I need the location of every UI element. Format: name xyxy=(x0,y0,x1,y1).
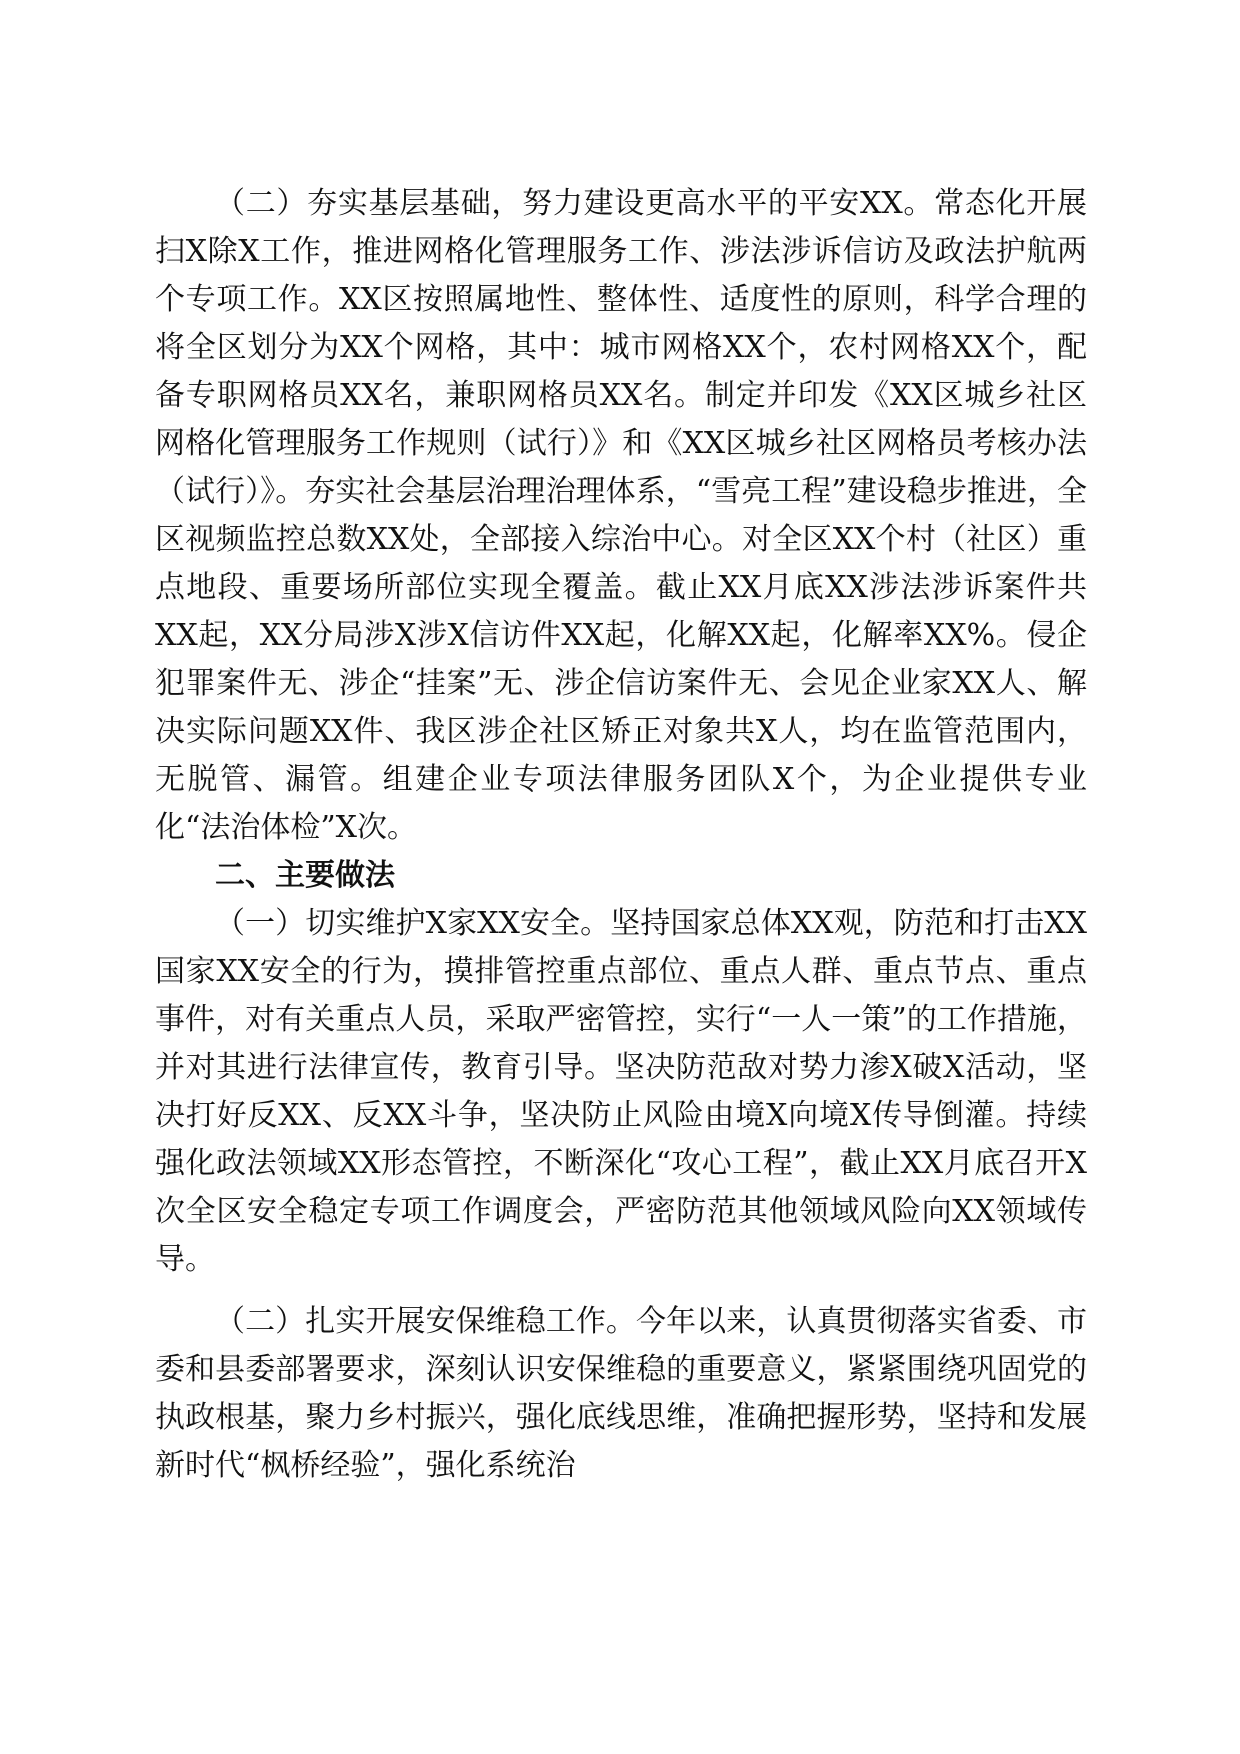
paragraph-national-security: （一）切实维护X家XX安全。坚持国家总体XX观，防范和打击XX国家XX安全的行为，摸排管控重点部位、重点人群、重点节点、重点事件，对有关重点人员，采取严密管控，实行“一人一策”的工作措施，并对其进行法律宣传，教育引导。坚决防范敌对势力渗X破X活动，坚决打好反XX、反XX斗争，坚决防止风险由境X向境X传导倒灌。持续强化政法领域XX形态管控，不断深化“攻心工程”，截止XX月底召开X次全区安全稳定专项工作调度会，严密防范其他领域风险向XX领域传导。 xyxy=(155,906,1087,1277)
section-heading-main-practices: 二、主要做法 xyxy=(215,858,395,893)
document-page xyxy=(155,180,1087,1490)
paragraph-grassroots-foundation: （二）夯实基层基础，努力建设更高水平的平安XX。常态化开展扫X除X工作，推进网格化管理服务工作、涉法涉诉信访及政法护航两个专项工作。XX区按照属地性、整体性、适度性的原则，科学合理的将全区划分为XX个网格，其中：城市网格XX个，农村网格XX个，配备专职网格员XX名，兼职网格员XX名。制定并印发《XX区城乡社区网格化管理服务工作规则（试行）》和《XX区城乡社区网格员考核办法（试行）》。夯实社会基层治理治理体系，“雪亮工程”建设稳步推进，全区视频监控总数XX处，全部接入综治中心。对全区XX个村（社区）重点地段、重要场所部位实现全覆盖。截止XX月底XX涉法涉诉案件共XX起，XX分局涉X涉X信访件XX起，化解XX起，化解率XX%。侵企犯罪案件无、涉企“挂案”无、涉企信访案件无、会见企业家XX人、解决实际问题XX件、我区涉企社区矫正对象共X人，均在监管范围内，无脱管、漏管。组建企业专项法律服务团队X个，为企业提供专业化“法治体检”X次。 xyxy=(155,186,1087,845)
paragraph-security-stability: （二）扎实开展安保维稳工作。今年以来，认真贯彻落实省委、市委和县委部署要求，深刻认识安保维稳的重要意义，紧紧围绕巩固党的执政根基，聚力乡村振兴，强化底线思维，准确把握形势，坚持和发展新时代“枫桥经验”，强化系统治 xyxy=(155,1304,1087,1483)
